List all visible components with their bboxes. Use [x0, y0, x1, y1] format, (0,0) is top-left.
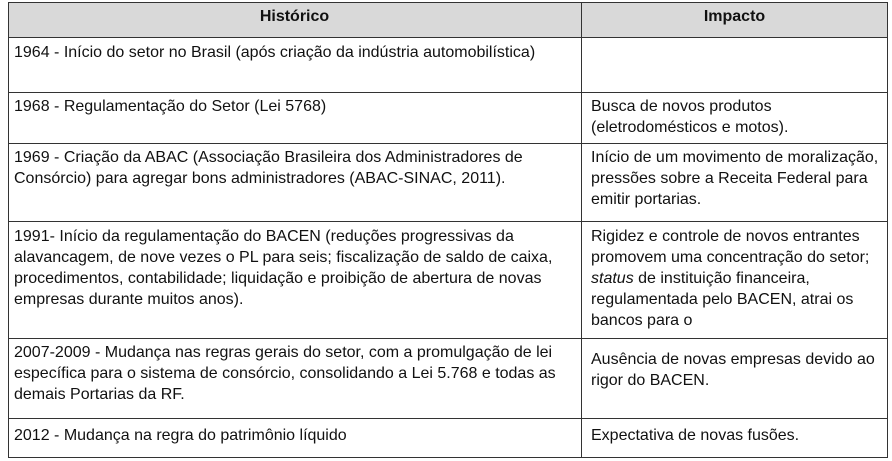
row-1-historico: 1964 - Início do setor no Brasil (após criação da indústria automobilística): [14, 44, 536, 61]
row-divider: [8, 221, 888, 222]
row-1-impacto: [591, 42, 883, 90]
row-6-impacto: Expectativa de novas fusões.: [591, 427, 800, 444]
row-4-impacto-text-1: Rigidez e controle de novos entrantes promovem uma concentração do setor;: [591, 228, 870, 266]
row-5-impacto: Ausência de novas empresas devido ao rigor do BACEN.: [591, 351, 875, 389]
row-divider: [8, 418, 888, 419]
row-2-historico: 1968 - Regulamentação do Setor (Lei 5768): [14, 98, 327, 115]
column-divider: [581, 2, 582, 458]
header-historico: Histórico: [259, 8, 330, 25]
row-3-impacto: Início de um movimento de moralização, pressões sobre a Receita Federal para emitir portarias.: [591, 149, 879, 208]
header-impacto: Impacto: [703, 8, 766, 25]
row-2-impacto: Busca de novos produtos (eletrodomésticos e motos).: [591, 98, 789, 136]
row-4-historico: 1991- Início da regulamentação do BACEN (reduções progressivas da alavancagem, de nove vezes o PL para seis; fiscalização de saldo de caixa, procedimentos, contabilidade; liquidação e proibição de abertura de novas empresas durante muitos anos).: [14, 228, 553, 308]
row-divider: [8, 338, 888, 339]
row-4-impacto: [591, 226, 883, 336]
row-5-historico: 2007-2009 - Mudança nas regras gerais do setor, com a promulgação de lei específica para o sistema de consórcio, consolidando a Lei 5.768 e todas as demais Portarias da RF.: [14, 344, 556, 403]
row-6-historico: 2012 - Mudança na regra do patrimônio líquido: [14, 427, 347, 444]
row-divider: [8, 92, 888, 93]
row-4-impacto-status: status: [591, 270, 634, 287]
row-divider: [8, 143, 888, 144]
row-3-historico: 1969 - Criação da ABAC (Associação Brasileira dos Administradores de Consórcio) para agregar bons administradores (ABAC-SINAC, 2011).: [14, 149, 523, 187]
row-4-impacto-text-2: de instituição financeira, regulamentada pelo BACEN, atrai os bancos para o: [591, 270, 854, 329]
